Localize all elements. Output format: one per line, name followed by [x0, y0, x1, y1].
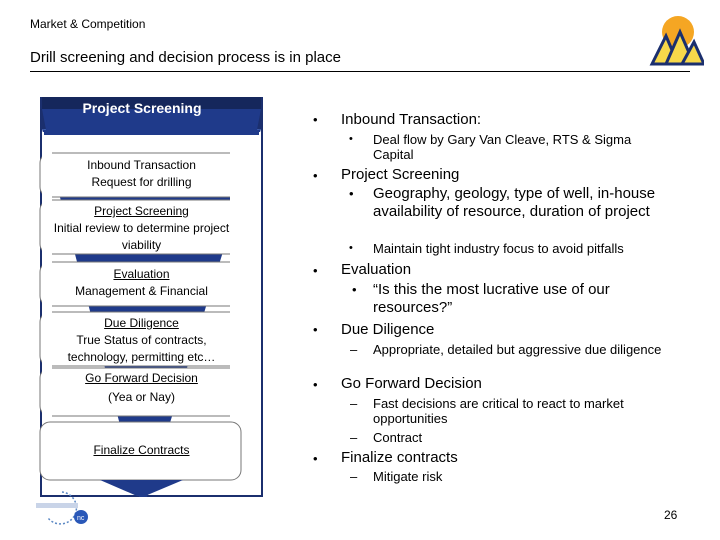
- step-title: Due Diligence: [104, 316, 179, 330]
- step-detail: Request for drilling: [91, 175, 192, 189]
- funnel-step-inbound: [0, 157, 283, 191]
- mountain-sun-logo: [648, 14, 704, 70]
- step-title: Finalize Contracts: [93, 443, 190, 457]
- dash-marker: –: [350, 396, 358, 411]
- dash-marker: –: [350, 342, 358, 357]
- bullet-go-forward: Go Forward Decision: [341, 375, 482, 392]
- sub-bullet: “Is this the most lucrative use of our resources?”: [373, 281, 610, 316]
- bullet-marker: •: [313, 168, 318, 183]
- sub-bullet: Appropriate, detailed but aggressive due diligence: [373, 342, 662, 357]
- bullet-marker: •: [313, 263, 318, 278]
- funnel-step-finalize: [0, 442, 283, 459]
- funnel-step-evaluation: [0, 266, 283, 300]
- sub-bullet: Contract: [373, 430, 423, 445]
- bullet-marker: •: [349, 186, 354, 201]
- bullet-inbound: Inbound Transaction:: [341, 111, 482, 128]
- dash-marker: –: [350, 469, 358, 484]
- bullet-finalize: Finalize contracts: [341, 449, 458, 466]
- sub-bullet: Maintain tight industry focus to avoid pitfalls: [373, 241, 624, 256]
- funnel-step-screening: [0, 203, 283, 254]
- step-title: Inbound Transaction: [87, 158, 196, 172]
- bullet-due-diligence: Due Diligence: [341, 321, 435, 338]
- bullet-marker: •: [313, 322, 318, 337]
- step-title: Project Screening: [94, 204, 189, 218]
- step-detail: True Status of contracts, technology, permitting etc…: [67, 333, 216, 364]
- bullet-marker: •: [313, 451, 318, 466]
- step-title: Evaluation: [113, 267, 170, 281]
- sub-bullet: Geography, geology, type of well, in-house availability of resource, duration of project: [373, 185, 656, 220]
- bullet-marker: •: [313, 112, 318, 127]
- bullet-screening: Project Screening: [341, 166, 460, 183]
- sub-bullet: Mitigate risk: [373, 469, 443, 484]
- sub-bullet: Fast decisions are critical to react to market opportunities: [373, 396, 624, 426]
- bullet-marker: •: [313, 377, 318, 392]
- bullet-marker: •: [352, 282, 357, 297]
- funnel-step-due-diligence: [0, 315, 283, 366]
- section-label: Market & Competition: [30, 17, 146, 31]
- step-detail: Management & Financial: [75, 284, 208, 298]
- funnel-step-go-forward: [0, 370, 283, 406]
- dash-marker: –: [350, 430, 358, 445]
- svg-text:nc: nc: [77, 515, 85, 522]
- step-detail: Initial review to determine project viability: [53, 221, 230, 252]
- step-detail: (Yea or Nay): [108, 390, 175, 404]
- sub-bullet: Deal flow by Gary Van Cleave, RTS & Sigma Capital: [373, 132, 632, 162]
- slide-title: Drill screening and decision process is in place: [30, 49, 341, 66]
- bullet-evaluation: Evaluation: [341, 261, 412, 278]
- bullet-marker: •: [349, 133, 353, 145]
- funnel-heading: Project Screening: [82, 100, 202, 116]
- bullet-marker: •: [349, 242, 353, 254]
- step-title: Go Forward Decision: [85, 371, 198, 385]
- page-number: 26: [664, 508, 678, 522]
- company-footer-logo: [32, 488, 92, 528]
